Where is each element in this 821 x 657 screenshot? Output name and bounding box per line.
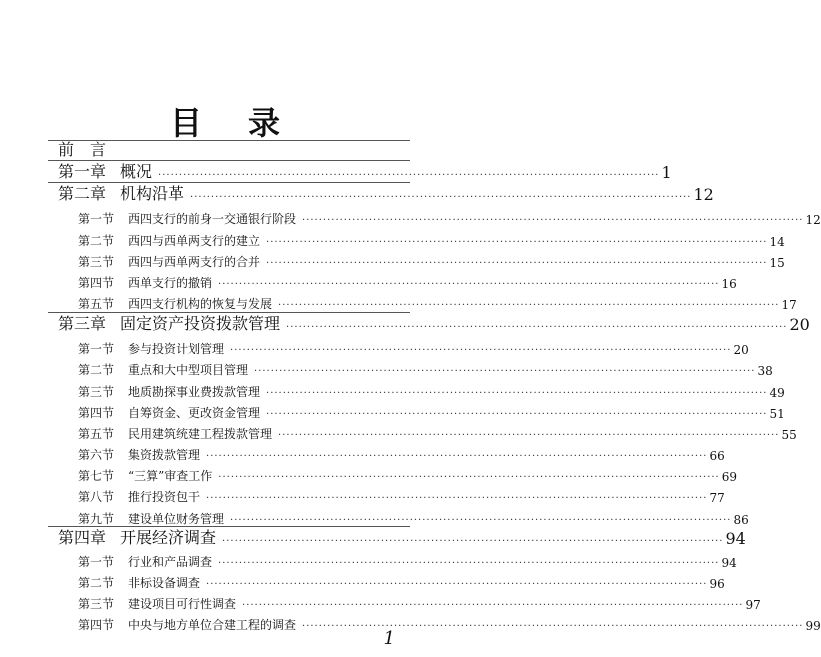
toc-page-number: 12 <box>805 213 821 227</box>
section-number: 第四节 <box>78 406 115 420</box>
leader-dots: ························································································································ <box>206 579 708 590</box>
section-number: 第八节 <box>78 490 115 504</box>
preface-label: 前 言 <box>58 140 107 159</box>
toc-page-number: 12 <box>693 185 714 204</box>
toc-entry-label <box>78 383 260 400</box>
toc-entry-label <box>78 340 224 357</box>
section-title: 推行投资包干 <box>128 490 201 504</box>
toc-entry-label <box>78 253 260 270</box>
toc-entry-label <box>78 467 212 484</box>
leader-dots: ························································································································ <box>266 409 768 420</box>
toc-page-number: 51 <box>769 407 785 421</box>
leader-dots: ························································································································ <box>242 600 744 611</box>
section-title: 非标设备调查 <box>128 576 201 590</box>
toc-section-entry <box>78 592 761 612</box>
section-number: 第二节 <box>78 576 115 590</box>
toc-section-entry <box>78 380 785 400</box>
toc-chapter-entry <box>58 162 672 182</box>
section-title: 西单支行的撤销 <box>128 276 213 290</box>
section-title: 参与投资计划管理 <box>128 342 225 356</box>
chapter-rule <box>48 182 410 183</box>
leader-dots: ························································································································ <box>302 621 804 632</box>
toc-page-number: 20 <box>789 315 810 334</box>
section-title: 西四与西单两支行的合并 <box>128 255 261 269</box>
section-title: 行业和产品调查 <box>128 555 213 569</box>
section-number: 第二节 <box>78 363 115 377</box>
leader-dots: ························································································································ <box>266 237 768 248</box>
toc-entry-label <box>58 181 184 204</box>
section-title: 中央与地方单位合建工程的调查 <box>128 618 297 632</box>
leader-dots: ························································································································ <box>278 430 780 441</box>
toc-title-char-2: 录 <box>248 104 281 142</box>
toc-title-char-1: 目 <box>169 104 202 142</box>
leader-dots: ························································································································ <box>230 345 732 356</box>
toc-entry-label <box>58 525 216 548</box>
chapter-number: 第二章 <box>58 184 107 203</box>
toc-section-entry <box>78 271 737 291</box>
toc-entry-label <box>78 210 296 227</box>
toc-page-number: 20 <box>733 343 749 357</box>
toc-section-entry <box>78 401 785 421</box>
toc-entry-label <box>78 595 236 612</box>
chapter-title: 开展经济调查 <box>120 528 217 547</box>
leader-dots: ························································································································ <box>254 366 756 377</box>
toc-entry-label <box>78 295 272 312</box>
toc-entry-label <box>78 361 248 378</box>
toc-section-entry <box>78 292 797 312</box>
leader-dots: ························································································································ <box>158 170 660 181</box>
section-number: 第五节 <box>78 427 115 441</box>
leader-dots: ························································································································ <box>278 300 780 311</box>
leader-dots: ························································································································ <box>286 322 788 333</box>
toc-section-entry <box>78 550 737 570</box>
toc-page-number: 38 <box>757 364 773 378</box>
leader-dots: ························································································································ <box>266 388 768 399</box>
toc-section-entry <box>78 464 738 484</box>
toc-section-entry <box>78 613 821 633</box>
section-number: 第四节 <box>78 618 115 632</box>
leader-dots: ························································································································ <box>206 451 708 462</box>
chapter-title: 固定资产投资拨款管理 <box>120 314 281 333</box>
section-number: 第一节 <box>78 555 115 569</box>
section-number: 第二节 <box>78 234 115 248</box>
toc-section-entry <box>78 485 725 505</box>
toc-section-entry <box>78 422 797 442</box>
toc-page-number: 49 <box>769 386 785 400</box>
section-title: 西四与西单两支行的建立 <box>128 234 261 248</box>
chapter-rule <box>48 160 410 161</box>
toc-entry-label <box>78 574 200 591</box>
section-number: 第三节 <box>78 255 115 269</box>
toc-section-entry <box>78 250 785 270</box>
toc-section-entry <box>78 207 821 227</box>
toc-page-number: 94 <box>725 529 746 548</box>
toc-section-entry <box>78 358 773 378</box>
toc-page-number: 69 <box>721 470 738 484</box>
chapter-number: 第三章 <box>58 314 107 333</box>
section-title: 西四支行机构的恢复与发展 <box>128 297 273 311</box>
toc-chapter-entry <box>58 314 810 334</box>
toc-entry-label <box>78 425 272 442</box>
toc-chapter-entry <box>58 184 714 204</box>
section-title: 建设项目可行性调查 <box>128 597 237 611</box>
toc-page-number: 94 <box>721 556 737 570</box>
toc-page-number: 16 <box>721 277 737 291</box>
section-number: 第一节 <box>78 342 115 356</box>
toc-entry-label <box>78 446 200 463</box>
preface-entry <box>58 140 258 160</box>
section-number: 第五节 <box>78 297 115 311</box>
toc-page-number: 17 <box>781 298 797 312</box>
toc-page-number: 15 <box>769 256 785 270</box>
toc-page-number: 14 <box>769 235 785 249</box>
chapter-rule <box>48 526 410 527</box>
section-title: 重点和大中型项目管理 <box>128 363 249 377</box>
leader-dots: ························································································································ <box>302 215 804 226</box>
section-title: 自筹资金、更改资金管理 <box>128 406 261 420</box>
section-number: 第七节 <box>78 469 115 483</box>
page-number: 1 <box>383 628 395 649</box>
toc-entry-label <box>78 616 296 633</box>
toc-page-number: 66 <box>709 449 725 463</box>
section-number: 第九节 <box>78 512 115 526</box>
toc-entry-label <box>78 488 200 505</box>
section-title: 建设单位财务管理 <box>128 512 225 526</box>
toc-section-entry <box>78 571 725 591</box>
leader-dots: ························································································································ <box>230 515 732 526</box>
toc-entry-label <box>78 274 212 291</box>
toc-page-number: 55 <box>781 428 797 442</box>
section-title: 西四支行的前身一交通银行阶段 <box>128 212 297 226</box>
leader-dots: ························································································································ <box>190 192 692 203</box>
leader-dots: ························································································································ <box>222 536 724 547</box>
toc-section-entry <box>78 507 749 527</box>
toc-section-entry <box>78 337 749 357</box>
toc-section-entry <box>78 443 725 463</box>
chapter-title: 概况 <box>120 162 153 181</box>
toc-entry-label <box>58 311 280 334</box>
toc-entry-label <box>78 553 212 570</box>
section-number: 第一节 <box>78 212 115 226</box>
leader-dots: ························································································································ <box>266 258 768 269</box>
toc-page-number: 77 <box>709 491 725 505</box>
section-number: 第四节 <box>78 276 115 290</box>
chapter-number: 第一章 <box>58 162 107 181</box>
section-title: 民用建筑统建工程拨款管理 <box>128 427 273 441</box>
leader-dots: ························································································································ <box>218 558 720 569</box>
toc-page-number: 97 <box>745 598 761 612</box>
chapter-title: 机构沿革 <box>120 184 185 203</box>
leader-dots: ························································································································ <box>218 472 720 483</box>
toc-page-number: 86 <box>733 513 749 527</box>
toc-page-number: 99 <box>805 619 821 633</box>
toc-entry-label <box>78 404 260 421</box>
section-number: 第三节 <box>78 385 115 399</box>
chapter-rule <box>48 312 410 313</box>
section-title: 地质勘探事业费拨款管理 <box>128 385 261 399</box>
leader-dots: ························································································································ <box>218 279 720 290</box>
toc-entry-label <box>78 232 260 249</box>
leader-dots: ························································································································ <box>206 493 708 504</box>
toc-page-number: 1 <box>661 163 672 182</box>
toc-entry-label <box>58 159 152 182</box>
chapter-number: 第四章 <box>58 528 107 547</box>
toc-page-number: 96 <box>709 577 725 591</box>
section-title: 集资拨款管理 <box>128 448 201 462</box>
toc-section-entry <box>78 229 785 249</box>
section-number: 第三节 <box>78 597 115 611</box>
toc-chapter-entry <box>58 528 746 548</box>
section-title: “三算”审查工作 <box>128 469 213 483</box>
section-number: 第六节 <box>78 448 115 462</box>
